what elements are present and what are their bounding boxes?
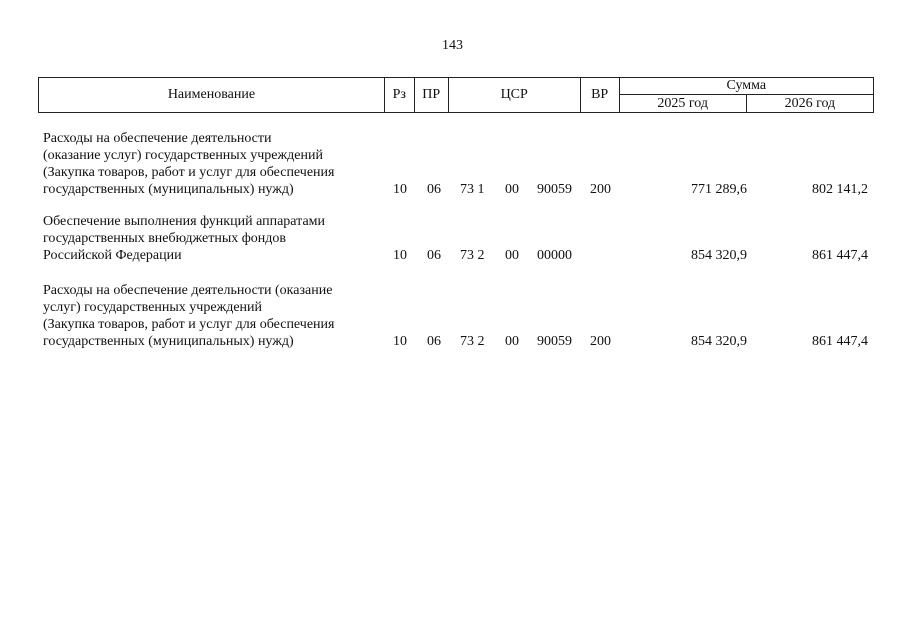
- header-rz: Рз: [384, 78, 414, 113]
- header-year-2026: 2026 год: [746, 95, 873, 113]
- cell-csr-program: 73 2: [460, 334, 485, 349]
- cell-vr: 200: [590, 182, 611, 197]
- table-row: [0, 282, 905, 350]
- header-vr: ВР: [580, 78, 619, 113]
- description-line: Расходы на обеспечение деятельности (оказание: [43, 283, 333, 298]
- row-description: [43, 130, 373, 198]
- description-line: (Закупка товаров, работ и услуг для обеспечения: [43, 165, 335, 180]
- cell-csr-program: 73 2: [460, 248, 485, 263]
- row-description: [43, 213, 373, 264]
- description-line: (Закупка товаров, работ и услуг для обеспечения: [43, 317, 335, 332]
- description-line: государственных внебюджетных фондов: [43, 231, 287, 246]
- cell-csr-program: 73 1: [460, 182, 485, 197]
- header-pr: ПР: [414, 78, 448, 113]
- description-line: Российской Федерации: [43, 248, 182, 263]
- cell-pr: 06: [427, 182, 441, 197]
- cell-sum-2026: 802 141,2: [812, 182, 868, 197]
- row-description: [43, 282, 373, 350]
- description-line: государственных (муниципальных) нужд): [43, 182, 294, 197]
- cell-rz: 10: [393, 248, 407, 263]
- cell-rz: 10: [393, 334, 407, 349]
- header-year-2025: 2025 год: [619, 95, 746, 113]
- header-name: Наименование: [39, 78, 385, 113]
- cell-csr-subprogram: 00: [505, 182, 519, 197]
- cell-sum-2025: 854 320,9: [691, 334, 747, 349]
- cell-pr: 06: [427, 334, 441, 349]
- header-sum: Сумма: [619, 78, 873, 95]
- cell-sum-2025: 854 320,9: [691, 248, 747, 263]
- cell-sum-2025: 771 289,6: [691, 182, 747, 197]
- description-line: Обеспечение выполнения функций аппаратами: [43, 214, 326, 229]
- cell-rz: 10: [393, 182, 407, 197]
- header-csr: ЦСР: [448, 78, 580, 113]
- cell-csr-subprogram: 00: [505, 334, 519, 349]
- cell-csr-subprogram: 00: [505, 248, 519, 263]
- page-number: 143: [442, 38, 463, 53]
- table-row: [0, 130, 905, 198]
- table-header: [38, 77, 874, 113]
- table-row: [0, 213, 905, 264]
- cell-sum-2026: 861 447,4: [812, 334, 868, 349]
- cell-csr-direction: 00000: [537, 248, 572, 263]
- description-line: (оказание услуг) государственных учреждений: [43, 148, 323, 163]
- description-line: Расходы на обеспечение деятельности: [43, 131, 272, 146]
- cell-pr: 06: [427, 248, 441, 263]
- cell-sum-2026: 861 447,4: [812, 248, 868, 263]
- cell-csr-direction: 90059: [537, 182, 572, 197]
- description-line: государственных (муниципальных) нужд): [43, 334, 294, 349]
- cell-csr-direction: 90059: [537, 334, 572, 349]
- description-line: услуг) государственных учреждений: [43, 300, 263, 315]
- cell-vr: 200: [590, 334, 611, 349]
